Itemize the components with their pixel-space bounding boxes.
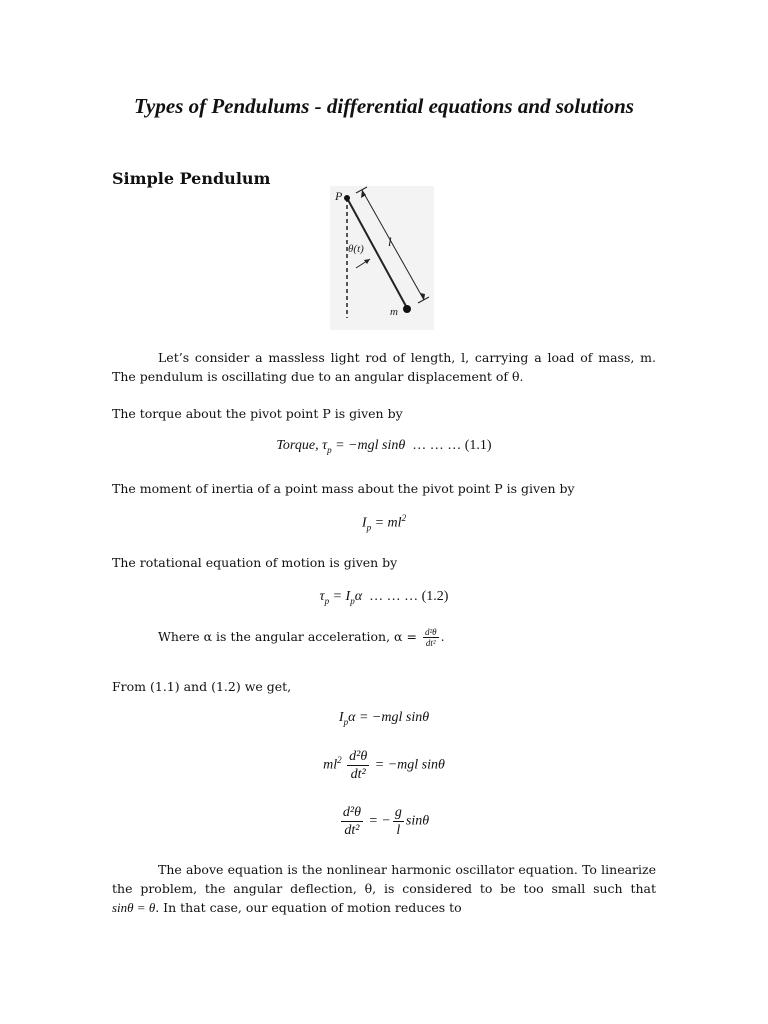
- eq1-subscript: p: [327, 444, 332, 455]
- inertia-lhs: I: [361, 515, 367, 531]
- document-title: Types of Pendulums - differential equations and solutions: [134, 94, 634, 118]
- equation-1-1: [112, 438, 656, 455]
- small-angle-approximation: sinθ = θ: [112, 900, 156, 915]
- combine2-lhs: ml: [323, 757, 338, 773]
- angular-acceleration-line: Where α is the angular acceleration, α = $\frac{\text{d²θ}}{\text{dt²}}$ .: [158, 627, 445, 648]
- combined-equation-2: [112, 748, 656, 783]
- nonlinear-paragraph: [112, 860, 656, 917]
- section-heading: Simple Pendulum: [112, 169, 271, 188]
- rotational-intro-text: The rotational equation of motion is given by: [112, 555, 398, 570]
- eq1-lhs: Torque, τ: [276, 438, 328, 453]
- combine3-tail: sinθ: [405, 813, 430, 829]
- combine2-denominator: dt²: [350, 767, 366, 782]
- combined-equation-1: [112, 710, 656, 727]
- mass-label: m: [390, 306, 398, 318]
- combine2-superscript: 2: [337, 755, 342, 766]
- pendulum-figure: [330, 186, 434, 330]
- g-numerator: g: [394, 805, 402, 820]
- eq2-tau-subscript: p: [324, 595, 330, 606]
- combine2-fraction: [347, 748, 369, 783]
- torque-intro-text: The torque about the pivot point P is given by: [112, 406, 403, 421]
- length-label: l: [388, 234, 392, 249]
- combine2-numerator: d²θ: [349, 749, 368, 764]
- inertia-intro-text: The moment of inertia of a point mass about the pivot point P is given by: [112, 481, 575, 496]
- from-text: From (1.1) and (1.2) we get,: [112, 679, 292, 694]
- eq2-tau: τ: [319, 589, 325, 604]
- pendulum-bob: [403, 305, 411, 313]
- g-over-l-fraction: [393, 804, 404, 839]
- combine1-subscript: p: [343, 716, 349, 727]
- alpha-frac-denominator: dt²: [425, 638, 436, 648]
- equation-1-2: [112, 589, 656, 606]
- pivot-point: [344, 195, 350, 201]
- combine1-rhs: α = −mgl sinθ: [348, 710, 430, 725]
- eq2-i-subscript: p: [350, 595, 355, 606]
- nonlinear-tail: . In that case, our equation of motion reduces to: [155, 900, 462, 915]
- eq2-rhs-a: = I: [329, 589, 351, 604]
- inertia-subscript: p: [366, 522, 372, 533]
- inertia-rhs: = ml: [371, 515, 402, 531]
- combine3-fraction: [341, 804, 363, 839]
- figure-background: [330, 186, 434, 330]
- inertia-superscript: 2: [401, 513, 407, 523]
- eq2-number: … … … (1.2): [369, 589, 449, 604]
- eq1-number: … … … (1.1): [412, 438, 492, 453]
- where-text: Where α is the angular acceleration, α =: [158, 629, 417, 644]
- l-denominator: l: [396, 823, 401, 838]
- combine3-denominator: dt²: [344, 823, 360, 838]
- nonlinear-text: The above equation is the nonlinear harmonic oscillator equation. To linearize the problem, the angular deflection, θ, is considered to be too small such that: [112, 862, 656, 896]
- alpha-frac-numerator: d²θ: [424, 627, 437, 637]
- intro-paragraph: Let’s consider a massless light rod of length, l, carrying a load of mass, m. The pendulum is oscillating due to an angular displacement of θ.: [112, 350, 656, 384]
- combine3-numerator: d²θ: [342, 805, 361, 820]
- eq2-rhs-b: α: [354, 589, 363, 604]
- eq1-rhs: = −mgl sinθ: [331, 438, 406, 453]
- angle-label: θ(t): [348, 243, 364, 255]
- inertia-equation: [112, 513, 656, 532]
- alpha-fraction: [423, 627, 439, 648]
- pivot-label: P: [335, 189, 343, 203]
- combine1-i: I: [338, 710, 344, 725]
- combine2-rhs: = −mgl sinθ: [371, 757, 445, 773]
- combined-equation-3: [112, 804, 656, 839]
- combine3-rhs: = −: [364, 813, 391, 829]
